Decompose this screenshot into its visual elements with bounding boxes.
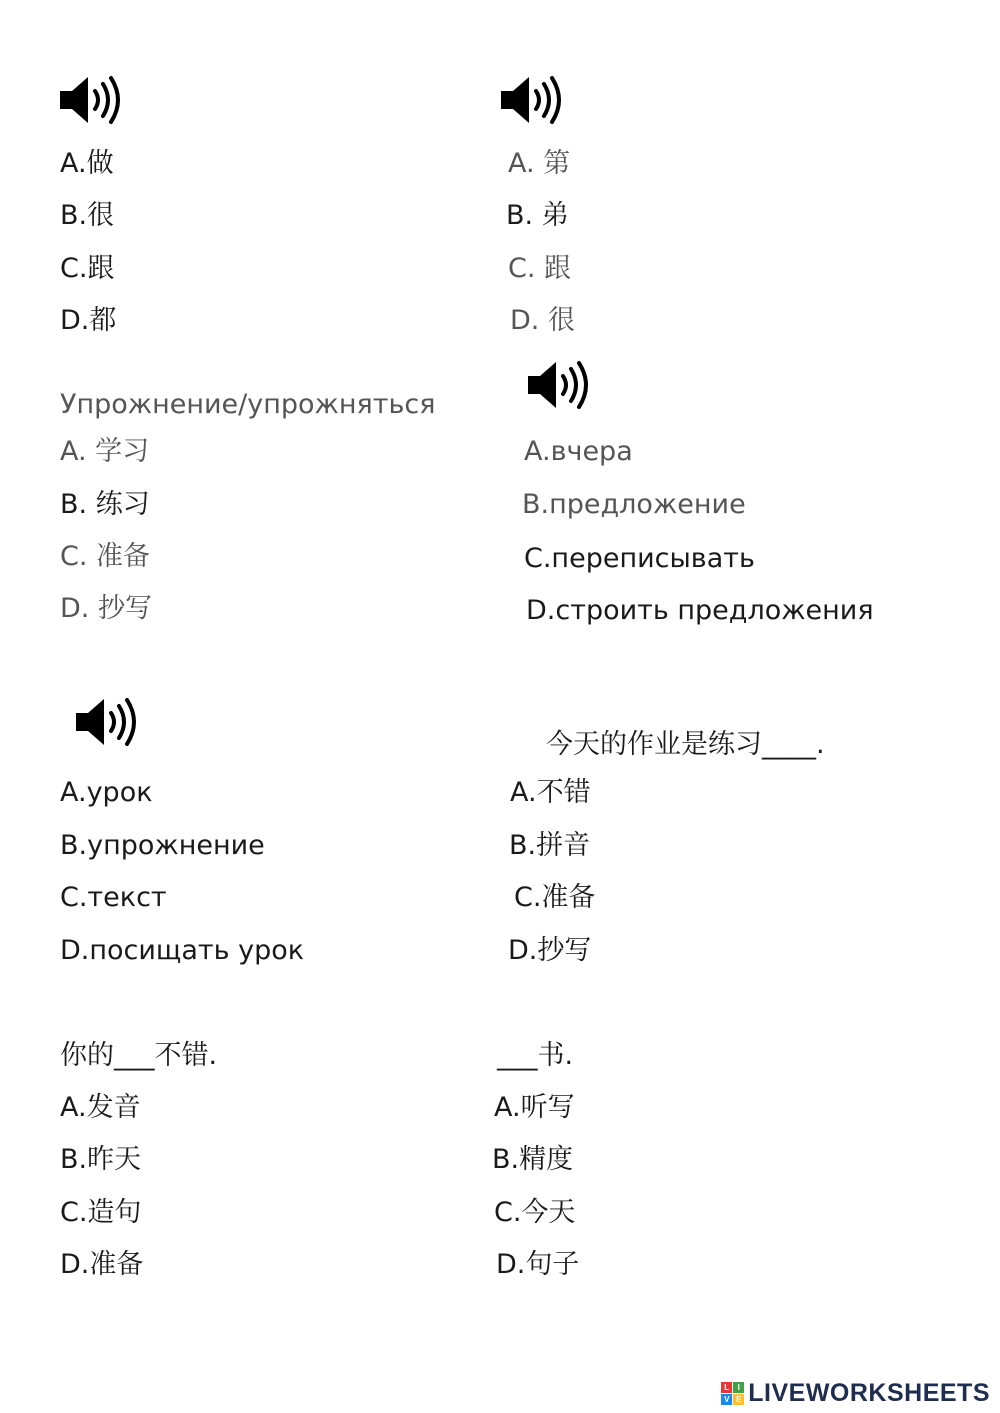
liveworksheets-logo-icon [721, 1382, 744, 1405]
b1-option-d[interactable]: D.都 [60, 305, 117, 336]
b3-option-d[interactable]: D. 抄写 [60, 593, 152, 624]
b6-option-b[interactable]: B.拼音 [509, 830, 591, 861]
b5-option-c[interactable]: C.текст [60, 882, 167, 913]
b4-option-d[interactable]: D.строить предложения [526, 595, 874, 626]
b4-option-a[interactable]: A.вчера [524, 436, 633, 467]
logo-letter-v: V [721, 1394, 732, 1405]
b7-prompt: 你的___不错. [60, 1040, 218, 1071]
logo-letter-i: I [733, 1382, 744, 1393]
b6-option-d[interactable]: D.抄写 [508, 935, 592, 966]
liveworksheets-text: LIVEWORKSHEETS [748, 1378, 990, 1407]
logo-letter-e: E [733, 1394, 744, 1405]
b4-option-c[interactable]: C.переписывать [524, 543, 755, 574]
speaker-icon-2[interactable] [499, 74, 565, 126]
b2-option-a[interactable]: A. 第 [508, 148, 571, 179]
b3-option-a[interactable]: A. 学习 [60, 436, 150, 467]
b8-option-c[interactable]: C.今天 [494, 1197, 576, 1228]
b2-option-d[interactable]: D. 很 [510, 305, 575, 336]
b7-option-b[interactable]: B.昨天 [60, 1144, 142, 1175]
b5-option-a[interactable]: A.урок [60, 777, 153, 808]
b6-option-a[interactable]: A.不错 [510, 777, 591, 808]
logo-letter-l: L [721, 1382, 732, 1393]
liveworksheets-brand [721, 1379, 990, 1407]
speaker-icon-1[interactable] [58, 74, 124, 126]
b7-option-a[interactable]: A.发音 [60, 1092, 141, 1123]
b8-option-b[interactable]: B.精度 [492, 1144, 574, 1175]
b4-option-b[interactable]: B.предложение [522, 489, 746, 520]
b3-option-b[interactable]: B. 练习 [60, 489, 150, 520]
b8-option-d[interactable]: D.句子 [496, 1249, 580, 1280]
speaker-icon-3[interactable] [526, 359, 592, 411]
b6-prompt: 今天的作业是练习____. [546, 729, 825, 760]
b8-prompt: ___书. [497, 1040, 574, 1071]
b5-option-d[interactable]: D.посищать урок [60, 935, 305, 966]
b7-option-c[interactable]: C.造句 [60, 1197, 142, 1228]
b2-option-b[interactable]: B. 弟 [506, 200, 569, 231]
b1-option-a[interactable]: A.做 [60, 148, 114, 179]
b3-option-c[interactable]: C. 准备 [60, 541, 151, 572]
b3-prompt: Упрожнение/упрожняться [60, 389, 436, 420]
b8-option-a[interactable]: A.听写 [494, 1092, 575, 1123]
b1-option-b[interactable]: B.很 [60, 200, 115, 231]
b7-option-d[interactable]: D.准备 [60, 1249, 144, 1280]
b6-option-c[interactable]: C.准备 [514, 882, 596, 913]
b2-option-c[interactable]: C. 跟 [508, 253, 572, 284]
b1-option-c[interactable]: C.跟 [60, 253, 115, 284]
b5-option-b[interactable]: B.упрожнение [60, 830, 265, 861]
speaker-icon-4[interactable] [74, 696, 140, 748]
